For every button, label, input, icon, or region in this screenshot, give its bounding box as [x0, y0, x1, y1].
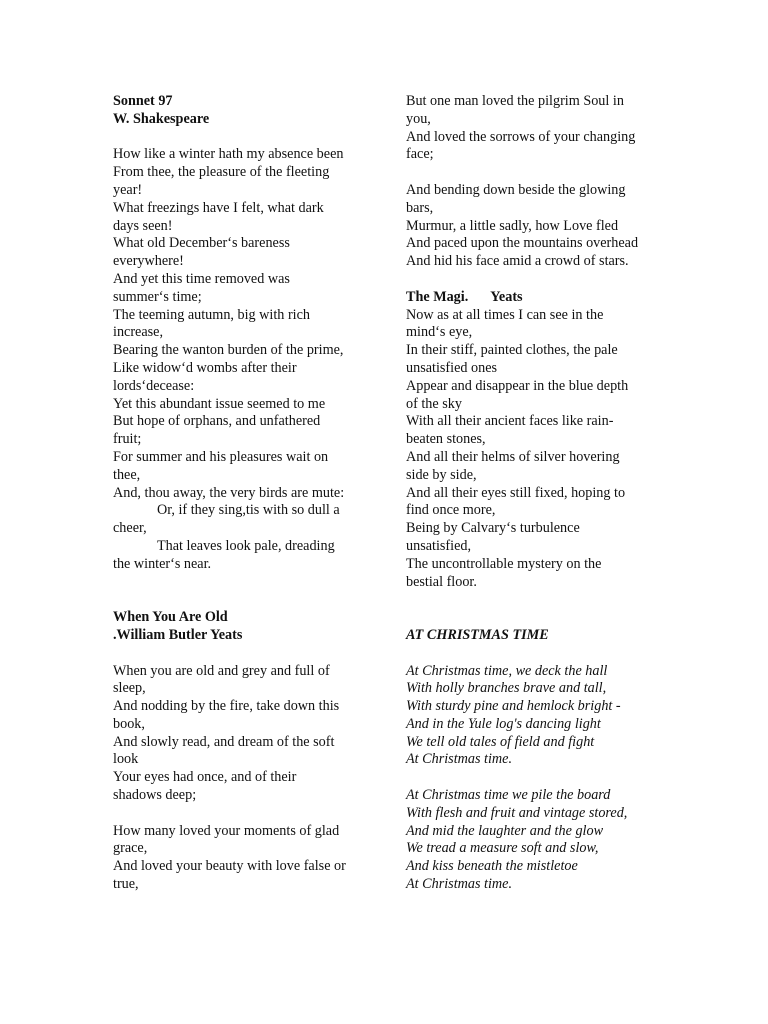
poem-line: For summer and his pleasures wait on	[113, 448, 329, 465]
poem-line: unsatisfied ones	[406, 359, 498, 376]
poem-title: AT CHRISTMAS TIME	[406, 626, 549, 643]
poem-line: unsatisfied,	[406, 537, 472, 554]
poem-line: The uncontrollable mystery on the	[406, 555, 602, 572]
poem-line: And paced upon the mountains overhead	[406, 235, 639, 252]
poem-line: And hid his face amid a crowd of stars.	[406, 253, 629, 270]
poem-line: find once more,	[406, 502, 496, 519]
poem-title-line	[406, 289, 661, 307]
spacer	[406, 645, 661, 663]
poem-line: What freezings have I felt, what dark	[113, 199, 324, 216]
poem-line: What old December‘s bareness	[113, 235, 290, 252]
poem-title: The Magi.	[406, 288, 469, 305]
poem-line: year!	[113, 181, 143, 198]
poem-line: And yet this time removed was	[113, 270, 290, 287]
poem-line: increase,	[113, 324, 164, 341]
poem-line: We tell old tales of field and fight	[406, 733, 595, 750]
poem-line: everywhere!	[113, 253, 184, 270]
spacer	[406, 591, 661, 609]
poem-line: From thee, the pleasure of the fleeting	[113, 164, 330, 181]
poem-line: side by side,	[406, 466, 477, 483]
poem-line: summer‘s time;	[113, 288, 202, 305]
spacer	[406, 271, 661, 289]
poem-line: But hope of orphans, and unfathered	[113, 413, 321, 430]
poem-line: And slowly read, and dream of the soft	[113, 733, 335, 750]
poem-line: And, thou away, the very birds are mute:	[113, 484, 345, 501]
poem-line: And bending down beside the glowing	[406, 181, 626, 198]
poem-line: And nodding by the fire, take down this	[113, 698, 340, 715]
poem-line: With sturdy pine and hemlock bright -	[406, 698, 621, 715]
left-column	[113, 93, 373, 894]
spacer	[406, 769, 661, 787]
spacer	[406, 609, 661, 627]
poem-line: With all their ancient faces like rain-	[406, 413, 614, 430]
poem-line: We tread a measure soft and slow,	[406, 840, 599, 857]
poem-line: Murmur, a little sadly, how Love fled	[406, 217, 619, 234]
poem-line: sleep,	[113, 680, 146, 697]
poem-line: How like a winter hath my absence been	[113, 146, 344, 163]
poem-line: days seen!	[113, 217, 173, 234]
spacer	[113, 574, 373, 592]
poem-line: At Christmas time, we deck the hall	[406, 662, 608, 679]
poem-author: Yeats	[490, 288, 523, 305]
sonnet-97	[113, 93, 373, 574]
spacer	[406, 164, 661, 182]
poem-line: At Christmas time.	[406, 751, 513, 768]
poem-line: book,	[113, 715, 145, 732]
poem-line: And loved your beauty with love false or	[113, 858, 346, 875]
poem-line: Yet this abundant issue seemed to me	[113, 395, 326, 412]
poem-author: .William Butler Yeats	[113, 626, 243, 643]
when-you-are-old	[113, 609, 373, 894]
spacer	[113, 129, 373, 147]
poem-line: mind‘s eye,	[406, 324, 473, 341]
poem-line: And all their eyes still fixed, hoping to	[406, 484, 626, 501]
poem-line: cheer,	[113, 520, 147, 537]
poem-line: the winter‘s near.	[113, 555, 212, 572]
poem-line: And in the Yule log's dancing light	[406, 715, 601, 732]
right-column	[406, 93, 661, 894]
spacer	[113, 591, 373, 609]
poem-line: look	[113, 751, 139, 768]
spacer	[113, 805, 373, 823]
poem-line: When you are old and grey and full of	[113, 662, 330, 679]
at-christmas-time	[406, 627, 661, 894]
poem-line: Or, if they sing,tis with so dull a	[157, 502, 340, 519]
poem-line: Appear and disappear in the blue depth	[406, 377, 629, 394]
poem-line: Now as at all times I can see in the	[406, 306, 604, 323]
poem-line: Your eyes had once, and of their	[113, 769, 297, 786]
poem-line: With holly branches brave and tall,	[406, 680, 607, 697]
poem-line: That leaves look pale, dreading	[157, 537, 335, 554]
poem-line: you,	[406, 110, 431, 127]
poem-line: The teeming autumn, big with rich	[113, 306, 311, 323]
poem-line: How many loved your moments of glad	[113, 822, 340, 839]
poem-line: lords‘decease:	[113, 377, 195, 394]
poem-line: But one man loved the pilgrim Soul in	[406, 93, 624, 109]
poem-line: fruit;	[113, 431, 142, 448]
poem-line: true,	[113, 876, 139, 893]
the-magi	[406, 289, 661, 592]
poem-line: At Christmas time we pile the board	[406, 787, 611, 804]
poem-line: And kiss beneath the mistletoe	[406, 858, 578, 875]
poem-line: bars,	[406, 199, 434, 216]
poem-line: face;	[406, 146, 434, 163]
spacer	[113, 645, 373, 663]
poem-author: W. Shakespeare	[113, 110, 210, 127]
poem-title: When You Are Old	[113, 609, 228, 626]
poem-line: of the sky	[406, 395, 462, 412]
poem-line: And mid the laughter and the glow	[406, 822, 604, 839]
poem-line: grace,	[113, 840, 148, 857]
poem-line: Bearing the wanton burden of the prime,	[113, 342, 344, 359]
poem-title: Sonnet 97	[113, 93, 173, 109]
poem-line: In their stiff, painted clothes, the pale	[406, 342, 618, 359]
poem-line: bestial floor.	[406, 573, 477, 590]
poem-line: thee,	[113, 466, 141, 483]
poem-line: shadows deep;	[113, 787, 197, 804]
when-you-are-old-continued	[406, 93, 661, 271]
poem-line: Like widow‘d wombs after their	[113, 359, 297, 376]
poem-line: Being by Calvary‘s turbulence	[406, 520, 580, 537]
poem-line: With flesh and fruit and vintage stored,	[406, 804, 628, 821]
poem-line: And all their helms of silver hovering	[406, 448, 620, 465]
poem-line: beaten stones,	[406, 431, 486, 448]
poem-line: At Christmas time.	[406, 876, 513, 893]
poem-line: And loved the sorrows of your changing	[406, 128, 636, 145]
